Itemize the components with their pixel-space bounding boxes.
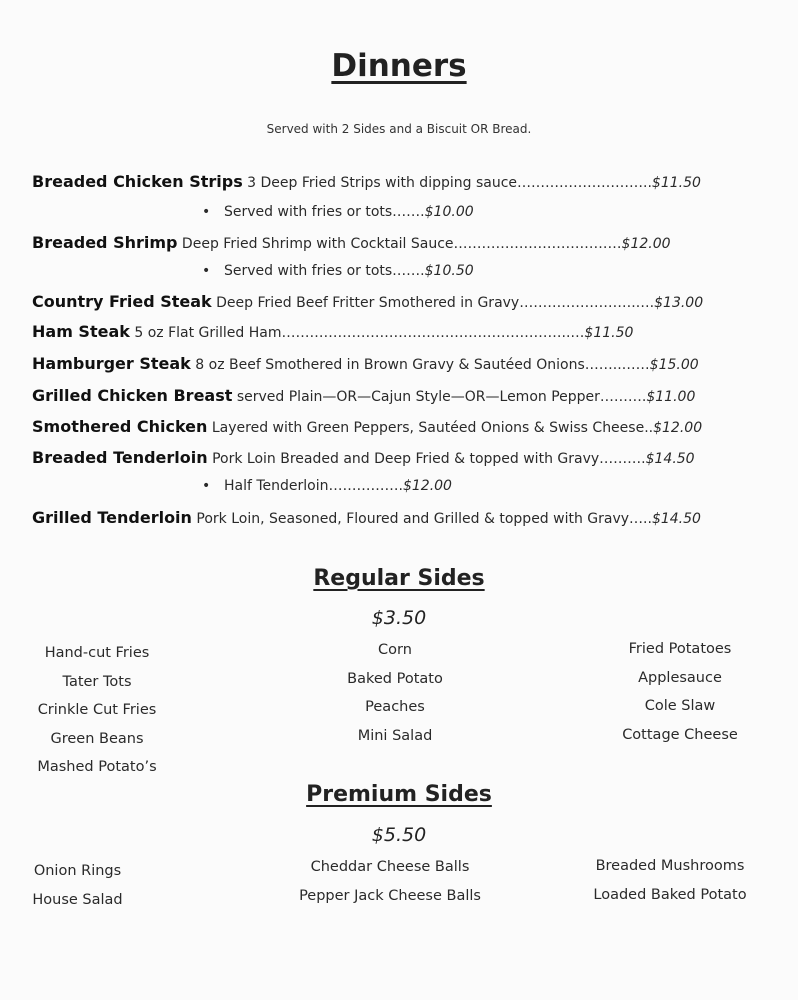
item-description: Pork Loin Breaded and Deep Fried & topped with Gravy………. [207, 451, 646, 467]
item-price: $14.50 [651, 511, 701, 527]
sub-item-text: Served with fries or tots……. [224, 204, 425, 220]
menu-item [32, 448, 762, 467]
item-price: $11.00 [646, 389, 696, 405]
item-name: Breaded Tenderloin [32, 448, 208, 467]
side-item: Baked Potato [347, 670, 443, 687]
item-name: Hamburger Steak [32, 354, 191, 373]
bullet-icon: • [202, 478, 211, 494]
premium-sides-column-3 [575, 852, 765, 909]
side-item: Green Beans [50, 730, 144, 747]
sub-item-text: Half Tenderloin……………. [224, 478, 403, 494]
menu-sub-item [202, 263, 474, 279]
item-price: $14.50 [645, 451, 695, 467]
item-description: Deep Fried Beef Fritter Smothered in Gravy…………………….…. [211, 295, 655, 311]
premium-sides-column-1 [10, 857, 145, 914]
side-item: Crinkle Cut Fries [37, 702, 157, 718]
menu-item [32, 172, 762, 191]
item-description: served Plain—OR—Cajun Style—OR—Lemon Pepper………. [232, 389, 647, 405]
premium-sides-title: Premium Sides [306, 782, 492, 807]
item-name: Smothered Chicken [32, 417, 208, 436]
side-item: Mini Salad [357, 727, 433, 744]
item-price: $11.50 [584, 325, 634, 341]
item-description: 8 oz Beef Smothered in Brown Gravy & Sautéed Onions……..…… [190, 357, 650, 373]
side-item: Corn [378, 642, 412, 658]
bullet-icon: • [202, 263, 211, 279]
regular-sides-price: $3.50 [371, 607, 427, 629]
item-name: Grilled Tenderloin [32, 508, 192, 527]
item-price: $11.50 [651, 175, 701, 191]
side-item: Pepper Jack Cheese Balls [299, 887, 481, 904]
regular-sides-column-2 [315, 636, 475, 750]
regular-sides-column-3 [600, 635, 760, 749]
side-item: Peaches [365, 699, 425, 715]
menu-sub-item [202, 204, 474, 220]
item-price: $12.00 [653, 420, 703, 436]
regular-sides-column-1 [22, 639, 172, 782]
item-description: Deep Fried Shrimp with Cocktail Sauce……………………………… [177, 236, 622, 252]
item-price: $15.00 [649, 357, 699, 373]
premium-sides-column-2 [280, 853, 500, 910]
bullet-icon: • [202, 204, 211, 220]
menu-item [32, 292, 762, 311]
item-name: Breaded Chicken Strips [32, 172, 243, 191]
menu-item [32, 322, 762, 341]
menu-item [32, 386, 762, 405]
subtitle: Served with 2 Sides and a Biscuit OR Bread. [266, 122, 532, 136]
side-item: Applesauce [638, 669, 722, 686]
menu-item [32, 354, 762, 373]
menu-item [32, 417, 762, 436]
side-item: House Salad [32, 891, 123, 908]
side-item: Cole Slaw [644, 698, 716, 714]
regular-sides-title: Regular Sides [313, 566, 485, 591]
item-name: Breaded Shrimp [32, 233, 178, 252]
item-name: Country Fried Steak [32, 292, 212, 311]
side-item: Loaded Baked Potato [593, 886, 747, 903]
side-item: Tater Tots [62, 673, 132, 690]
side-item: Cheddar Cheese Balls [310, 859, 470, 875]
item-description: Pork Loin, Seasoned, Floured and Grilled & topped with Gravy….. [191, 511, 652, 527]
item-description: 3 Deep Fried Strips with dipping sauce……………………….. [242, 175, 652, 191]
side-item: Mashed Potato’s [37, 759, 157, 775]
sub-item-text: Served with fries or tots……. [224, 263, 425, 279]
premium-sides-price: $5.50 [371, 824, 427, 846]
sub-item-price: $10.50 [424, 263, 474, 279]
sub-item-price: $12.00 [402, 478, 452, 494]
side-item: Fried Potatoes [628, 641, 732, 657]
item-description: Layered with Green Peppers, Sautéed Onions & Swiss Cheese.. [207, 420, 654, 436]
side-item: Hand-cut Fries [44, 645, 150, 661]
menu-item [32, 508, 762, 527]
side-item: Onion Rings [33, 863, 122, 879]
item-price: $13.00 [654, 295, 704, 311]
item-price: $12.00 [621, 236, 671, 252]
item-name: Grilled Chicken Breast [32, 386, 233, 405]
menu-item [32, 233, 762, 252]
side-item: Breaded Mushrooms [595, 858, 745, 874]
item-name: Ham Steak [32, 322, 130, 341]
page-title: Dinners [331, 48, 467, 84]
sub-item-price: $10.00 [424, 204, 474, 220]
menu-sub-item [202, 478, 452, 494]
side-item: Cottage Cheese [622, 726, 738, 743]
item-description: 5 oz Flat Grilled Ham……………………………………………………..… [129, 325, 585, 341]
